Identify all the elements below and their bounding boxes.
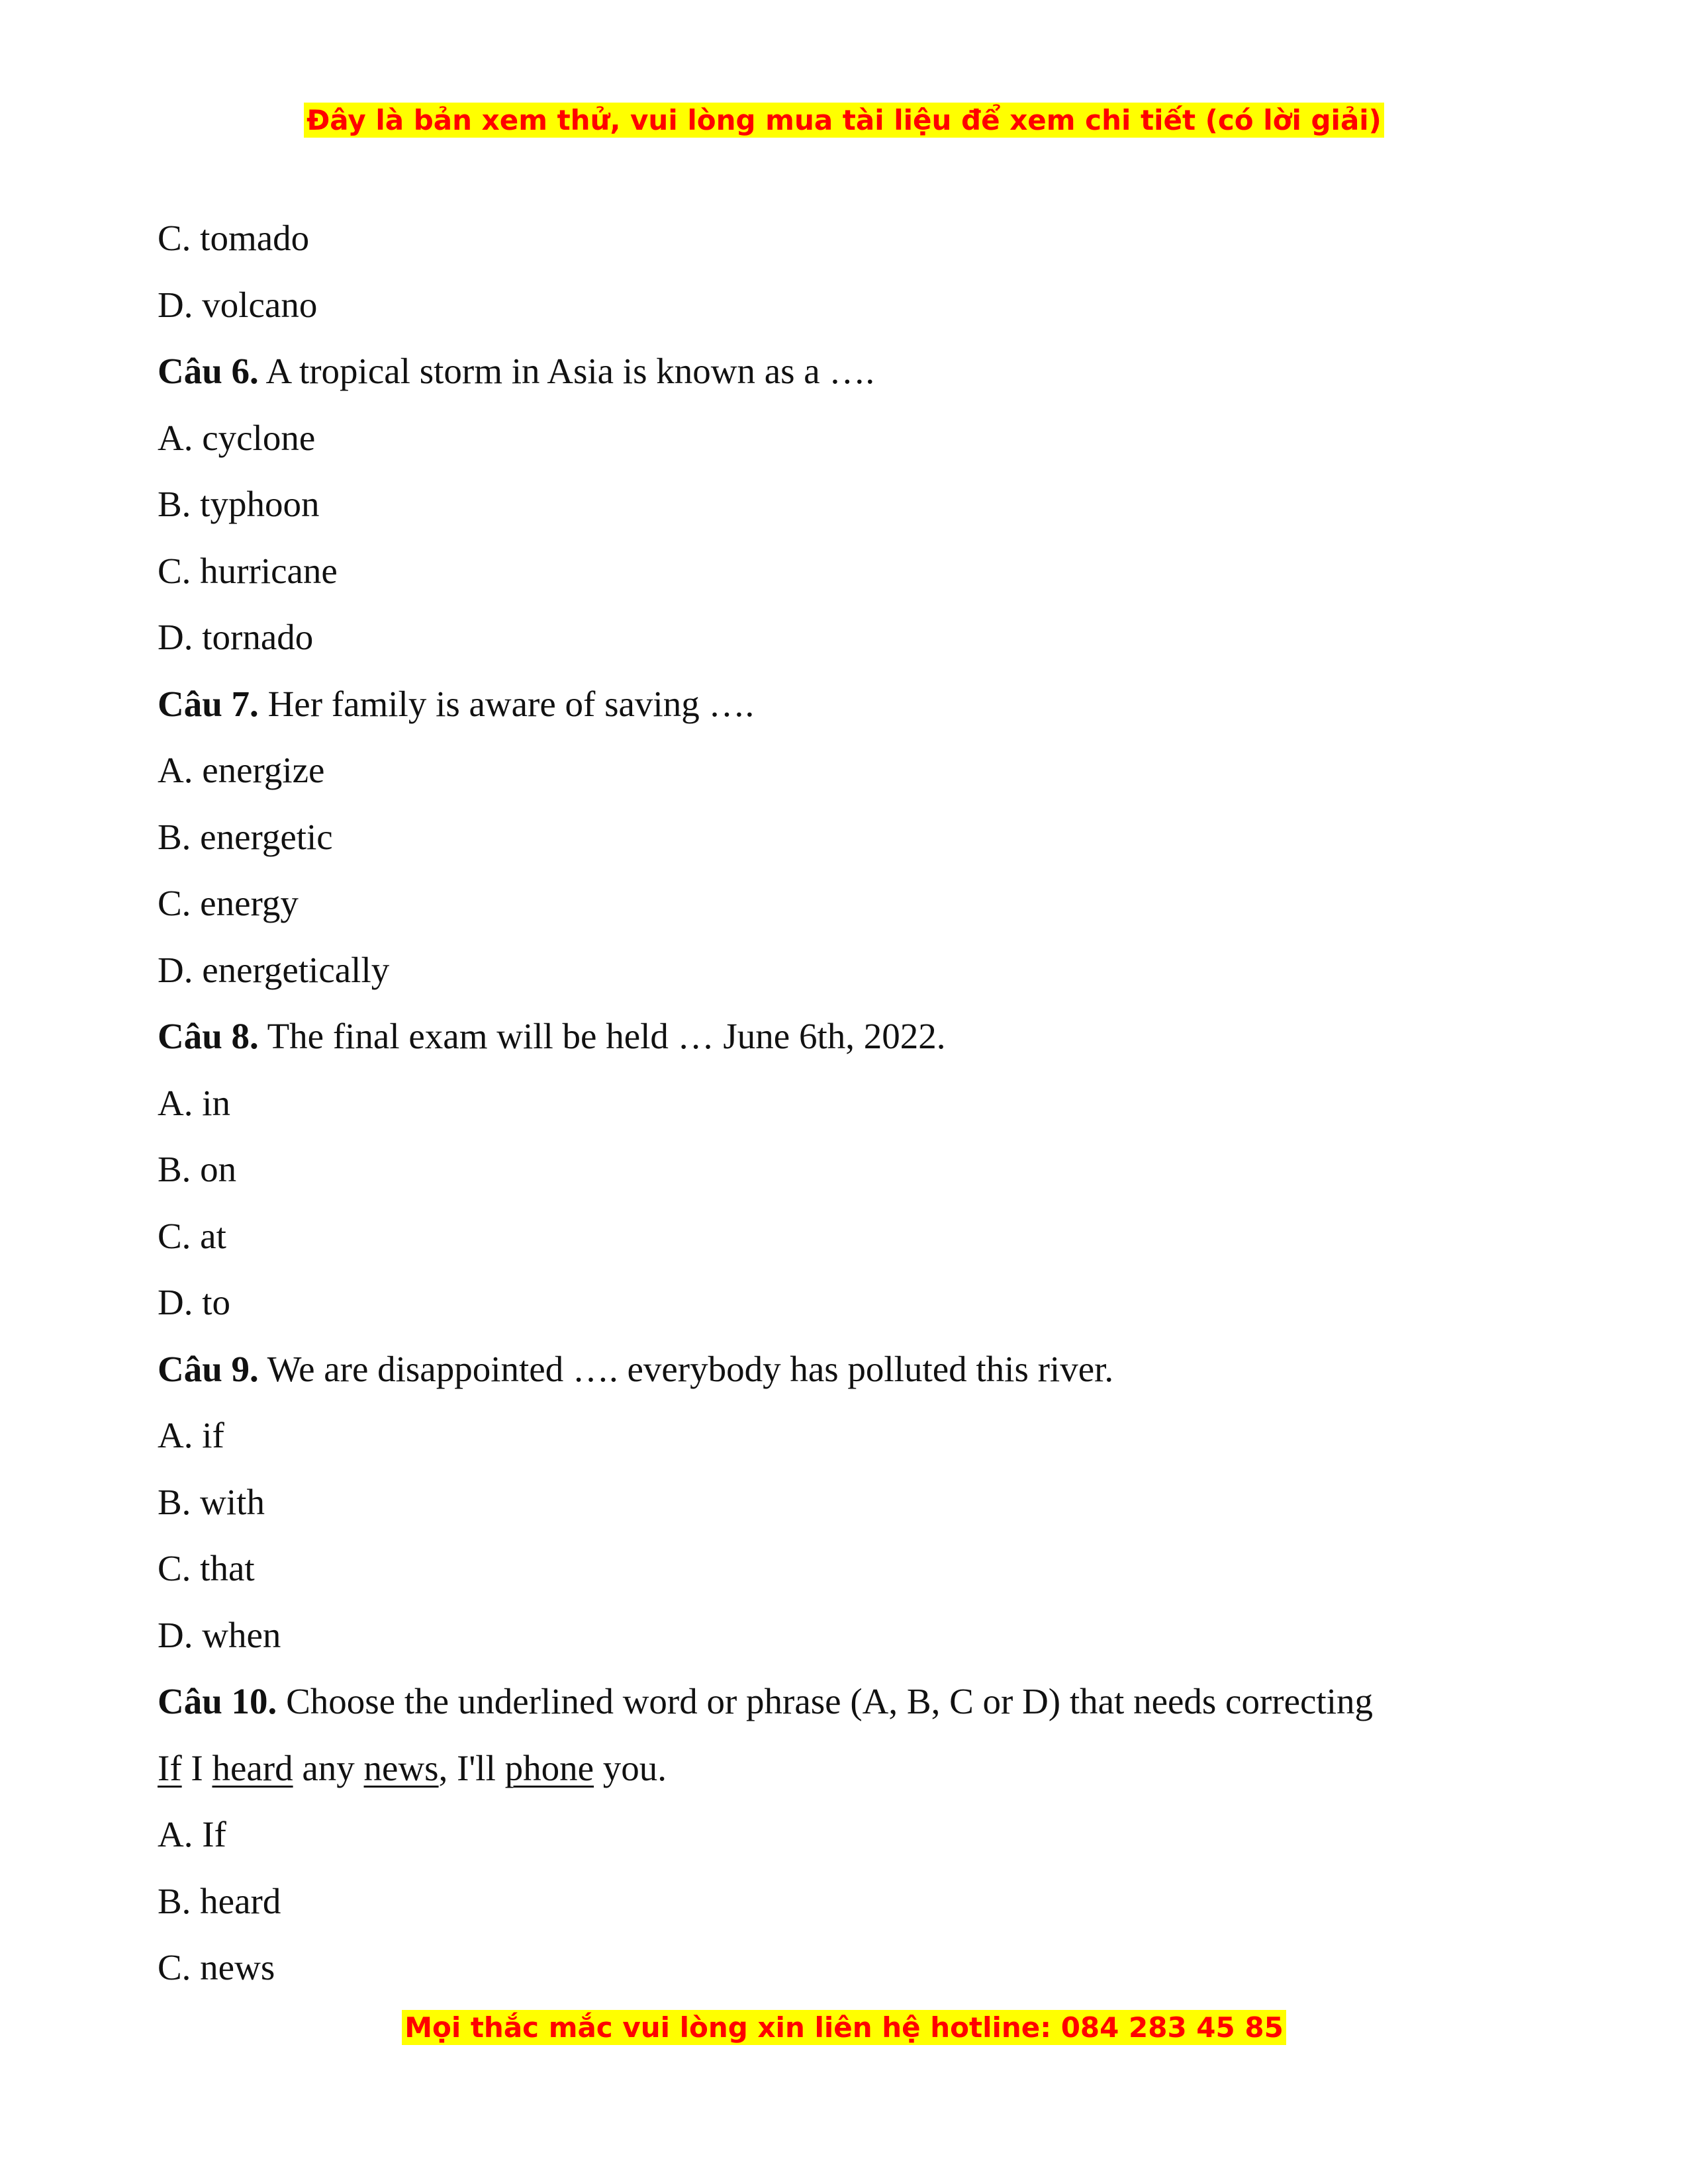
question-8-label: Câu 8. — [158, 1016, 259, 1056]
question-9-label: Câu 9. — [158, 1348, 259, 1389]
q6-option-c: C. hurricane — [158, 550, 338, 591]
q10-option-c: C. news — [158, 1947, 275, 1987]
q10-option-a: A. If — [158, 1814, 226, 1854]
question-8 — [158, 1010, 1534, 1077]
q6-option-b: B. typhoon — [158, 484, 320, 524]
q5-option-d: D. volcano — [158, 284, 318, 325]
question-6 — [158, 345, 1534, 412]
underlined-word-news: news — [363, 1747, 439, 1788]
question-7-label: Câu 7. — [158, 683, 259, 724]
q7-option-a: A. energize — [158, 750, 325, 790]
question-10-label: Câu 10. — [158, 1681, 277, 1721]
q9-option-b: B. with — [158, 1481, 265, 1522]
q9-option-c: C. that — [158, 1548, 255, 1588]
q10-option-b: B. heard — [158, 1880, 281, 1921]
q8-option-d: D. to — [158, 1282, 230, 1322]
hotline-notice-text: Mọi thắc mắc vui lòng xin liên hệ hotline: 084 283 45 85 — [402, 2010, 1286, 2045]
question-10-text: Choose the underlined word or phrase (A, B, C or D) that needs correcting — [277, 1681, 1373, 1721]
question-6-label: Câu 6. — [158, 351, 259, 391]
q7-option-b: B. energetic — [158, 816, 333, 857]
q9-option-a: A. if — [158, 1415, 224, 1455]
underlined-word-if: If — [158, 1747, 182, 1788]
question-9 — [158, 1343, 1534, 1410]
q5-option-c: C. tomado — [158, 218, 310, 258]
q8-option-c: C. at — [158, 1215, 226, 1256]
question-6-text: A tropical storm in Asia is known as a …. — [258, 351, 875, 391]
underlined-word-heard: heard — [212, 1747, 293, 1788]
hotline-notice-banner — [0, 2009, 1688, 2046]
sentence-fragment: you. — [594, 1747, 667, 1788]
question-list — [158, 212, 1534, 2008]
q8-option-a: A. in — [158, 1082, 230, 1123]
question-7-text: Her family is aware of saving …. — [258, 683, 755, 724]
preview-notice-banner — [0, 102, 1688, 139]
q7-option-d: D. energetically — [158, 949, 390, 990]
q8-option-b: B. on — [158, 1149, 237, 1189]
question-7 — [158, 678, 1534, 745]
q7-option-c: C. energy — [158, 883, 299, 923]
question-10-sentence — [158, 1742, 1534, 1809]
preview-notice-text: Đây là bản xem thử, vui lòng mua tài liệu để xem chi tiết (có lời giải) — [304, 103, 1384, 138]
q9-option-d: D. when — [158, 1614, 281, 1655]
sentence-fragment: any — [293, 1747, 364, 1788]
q6-option-d: D. tornado — [158, 617, 314, 657]
q6-option-a: A. cyclone — [158, 417, 316, 458]
question-8-text: The final exam will be held … June 6th, 2022. — [258, 1016, 946, 1056]
question-10 — [158, 1675, 1534, 1742]
sentence-fragment: , I'll — [438, 1747, 505, 1788]
underlined-word-phone: phone — [504, 1747, 594, 1788]
sentence-fragment: I — [181, 1747, 212, 1788]
question-9-text: We are disappointed …. everybody has polluted this river. — [258, 1348, 1114, 1389]
